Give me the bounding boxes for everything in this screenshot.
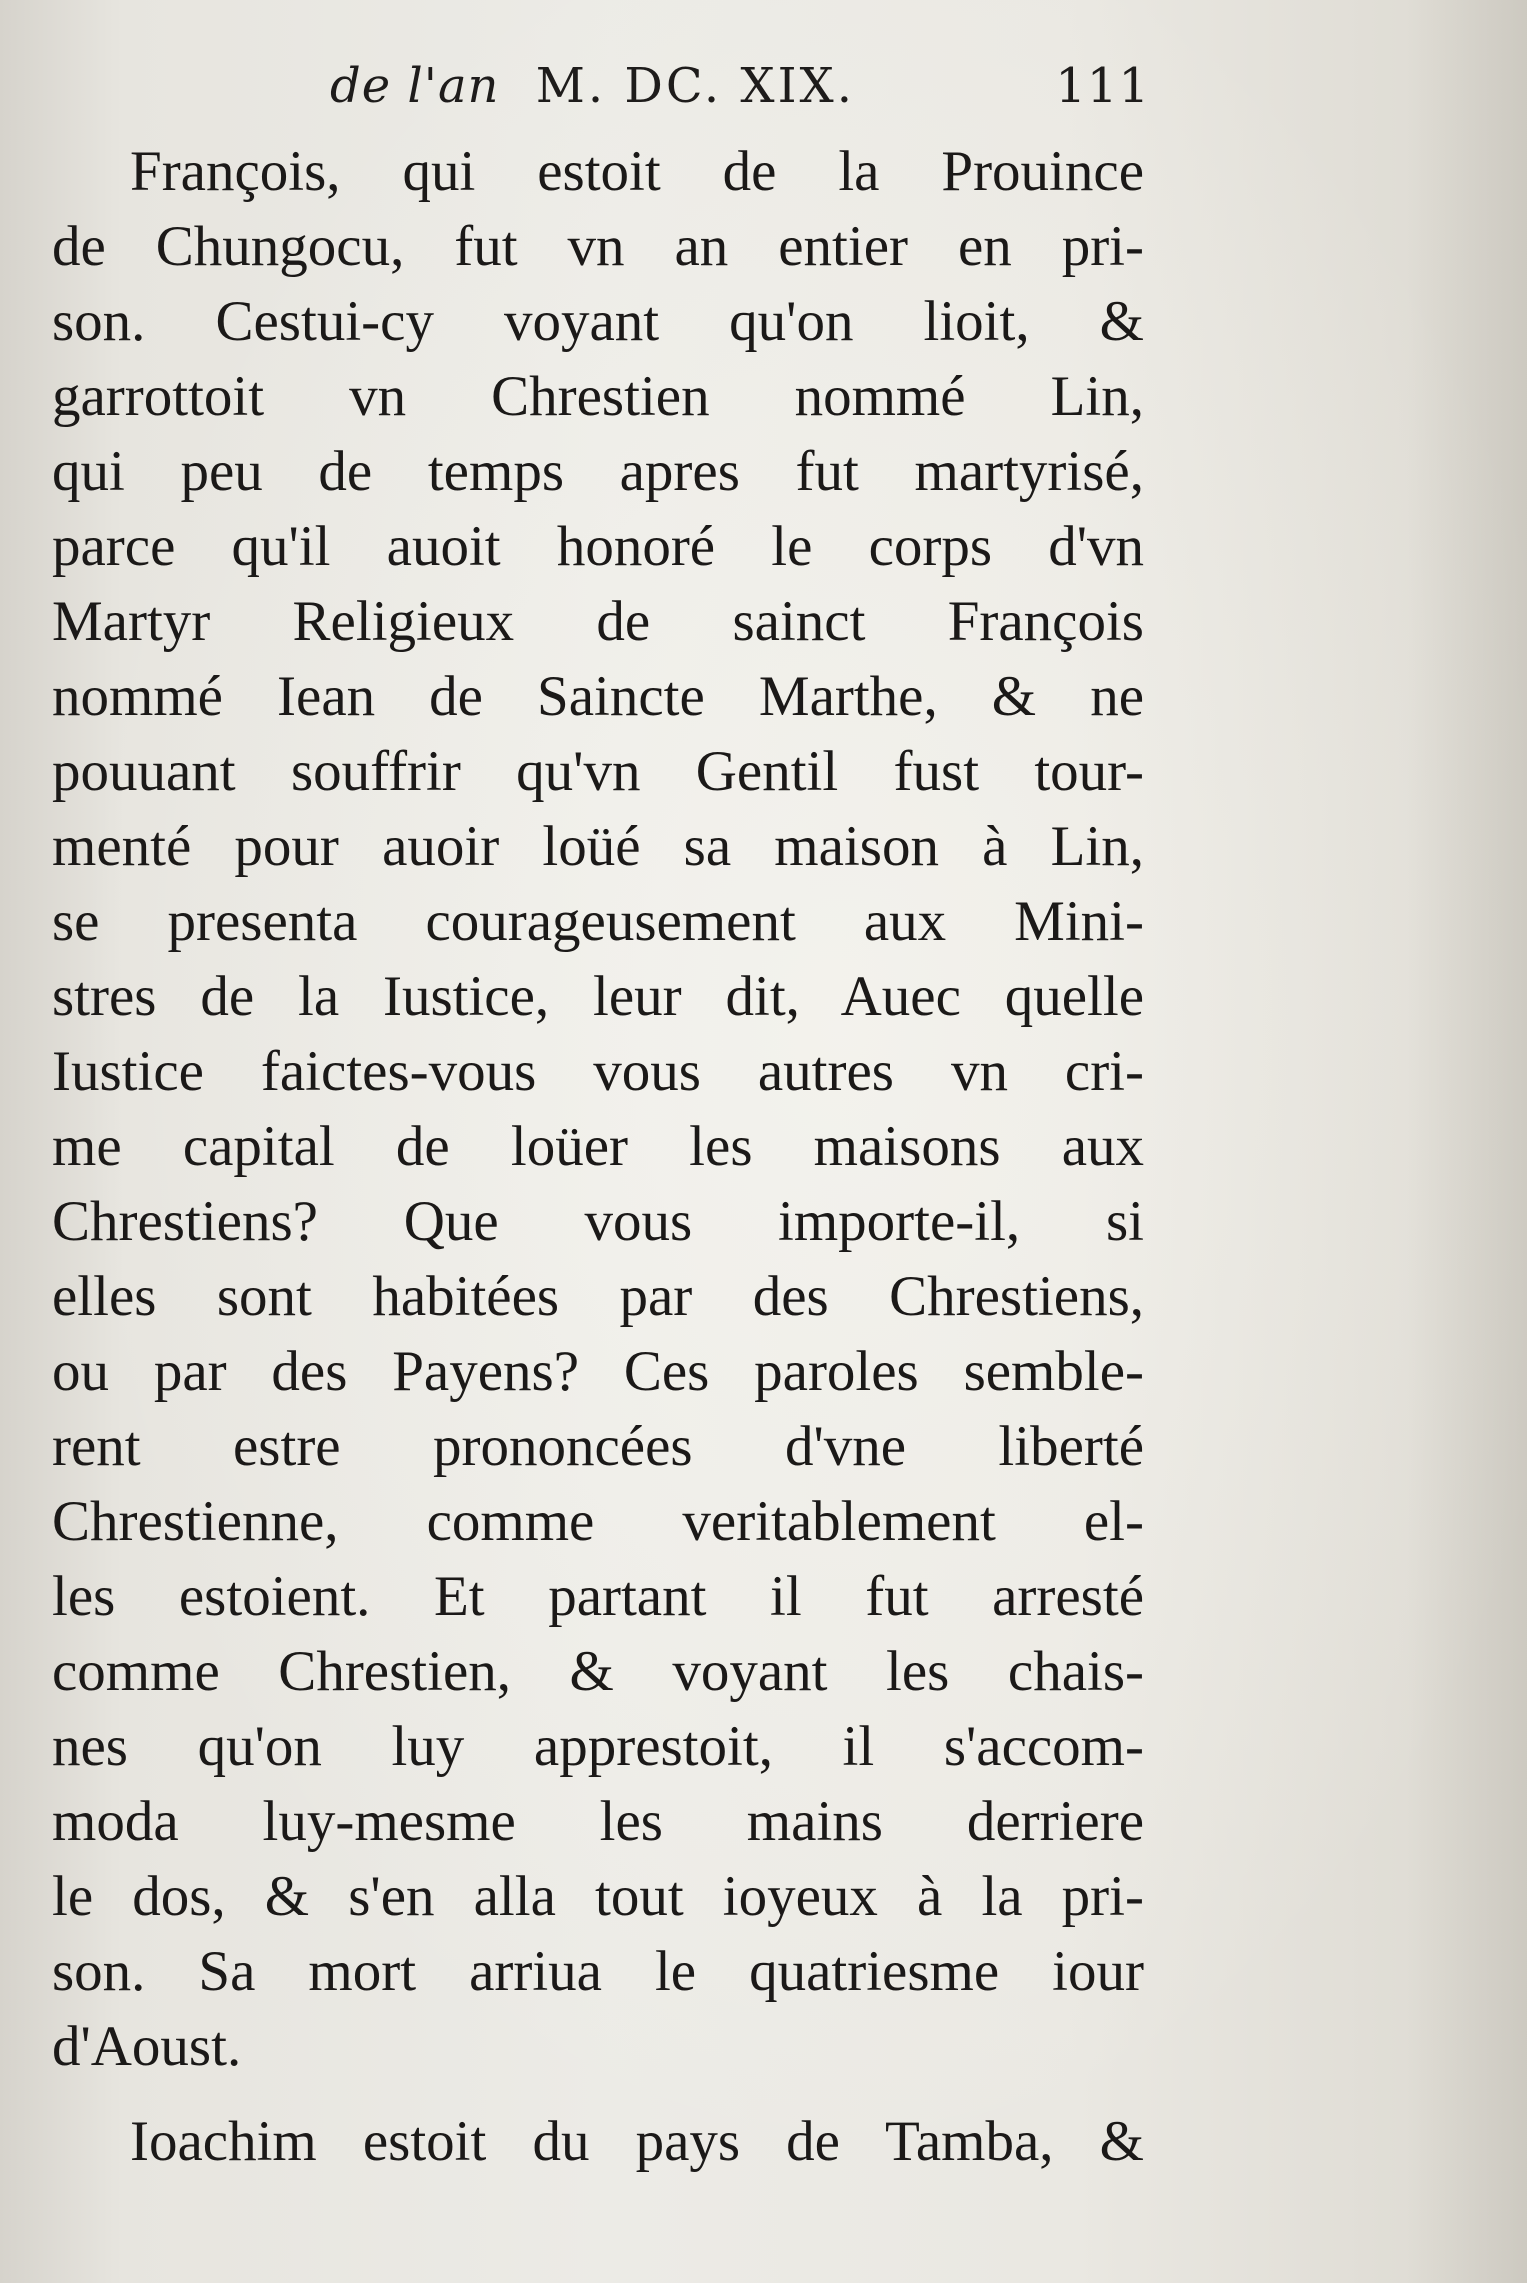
- text-line-11: se presenta courageusement aux Mini-: [52, 890, 1144, 953]
- text-line-4: garrottoit vn Chrestien nommé Lin,: [52, 365, 1144, 428]
- text-line-27: Ioachim estoit du pays de Tamba, &: [130, 2110, 1144, 2173]
- text-line-16: elles sont habitées par des Chrestiens,: [52, 1265, 1144, 1328]
- text-line-21: comme Chrestien, & voyant les chais-: [52, 1640, 1144, 1703]
- text-line-24: le dos, & s'en alla tout ioyeux à la pri-: [52, 1865, 1144, 1928]
- text-line-20: les estoient. Et partant il fut arresté: [52, 1565, 1144, 1628]
- text-line-18: rent estre prononcées d'vne liberté: [52, 1415, 1144, 1478]
- text-line-23: moda luy-mesme les mains derriere: [52, 1790, 1144, 1853]
- text-line-1: François, qui estoit de la Prouince: [130, 140, 1144, 203]
- text-line-26: d'Aoust.: [52, 2015, 242, 2078]
- text-line-13: Iustice faictes-vous vous autres vn cri-: [52, 1040, 1144, 1103]
- text-line-25: son. Sa mort arriua le quatriesme iour: [52, 1940, 1144, 2003]
- page-number: 111: [1055, 58, 1150, 114]
- text-line-15: Chrestiens? Que vous importe-il, si: [52, 1190, 1144, 1253]
- running-head-prefix: de l'an: [330, 58, 500, 114]
- text-line-7: Martyr Religieux de sainct François: [52, 590, 1144, 653]
- text-line-6: parce qu'il auoit honoré le corps d'vn: [52, 515, 1144, 578]
- text-line-19: Chrestienne, comme veritablement el-: [52, 1490, 1144, 1553]
- text-line-22: nes qu'on luy apprestoit, il s'accom-: [52, 1715, 1144, 1778]
- text-line-10: menté pour auoir loüé sa maison à Lin,: [52, 815, 1144, 878]
- text-line-2: de Chungocu, fut vn an entier en pri-: [52, 215, 1144, 278]
- running-head: [330, 58, 1150, 138]
- text-line-14: me capital de loüer les maisons aux: [52, 1115, 1144, 1178]
- body-text: [52, 134, 1144, 2173]
- text-line-5: qui peu de temps apres fut martyrisé,: [52, 440, 1144, 503]
- text-line-8: nommé Iean de Saincte Marthe, & ne: [52, 665, 1144, 728]
- text-line-9: pouuant souffrir qu'vn Gentil fust tour-: [52, 740, 1144, 803]
- text-line-12: stres de la Iustice, leur dit, Auec quelle: [52, 965, 1144, 1028]
- text-line-3: son. Cestui-cy voyant qu'on lioit, &: [52, 290, 1144, 353]
- text-line-17: ou par des Payens? Ces paroles semble-: [52, 1340, 1144, 1403]
- running-head-year: M. DC. XIX.: [535, 58, 855, 114]
